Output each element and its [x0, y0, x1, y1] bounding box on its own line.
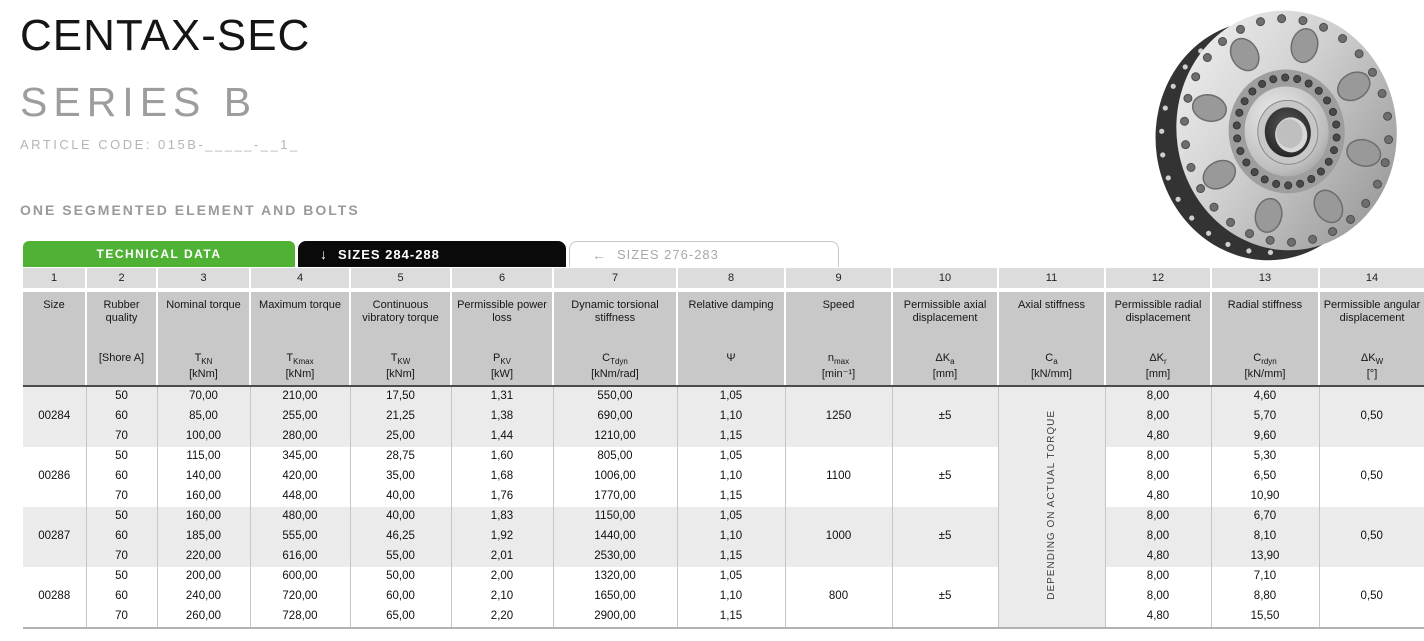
- cell-axial-displacement: ±5: [892, 447, 998, 507]
- column-unit: [mm]: [932, 368, 958, 380]
- cell-nominal-torque: 240,00: [157, 587, 250, 607]
- cell-relative-damping: 1,15: [677, 487, 785, 507]
- cell-size: 00287: [23, 507, 86, 567]
- cell-nominal-torque: 160,00: [157, 487, 250, 507]
- column-unit: [min⁻¹]: [821, 368, 856, 380]
- cell-torsional-stiffness: 1320,00: [553, 567, 677, 587]
- cell-axial-displacement: ±5: [892, 386, 998, 447]
- column-header-11: [998, 290, 1105, 386]
- column-title: Rubber quality: [103, 299, 140, 325]
- cell-rubber-quality: 60: [86, 467, 157, 487]
- section-heading: ONE SEGMENTED ELEMENT AND BOLTS: [20, 202, 360, 218]
- column-title: Permissible axial displacement: [903, 299, 987, 325]
- cell-radial-displacement: 8,00: [1105, 507, 1211, 527]
- cell-angular-displacement: 0,50: [1319, 447, 1424, 507]
- cell-radial-stiffness: 4,60: [1211, 386, 1319, 407]
- tab-sizes-284-288[interactable]: [298, 241, 566, 267]
- cell-torsional-stiffness: 550,00: [553, 386, 677, 407]
- cell-speed: 1100: [785, 447, 892, 507]
- cell-radial-displacement: 8,00: [1105, 527, 1211, 547]
- cell-nominal-torque: 220,00: [157, 547, 250, 567]
- cell-nominal-torque: 160,00: [157, 507, 250, 527]
- cell-radial-displacement: 4,80: [1105, 427, 1211, 447]
- cell-maximum-torque: 420,00: [250, 467, 350, 487]
- cell-relative-damping: 1,10: [677, 407, 785, 427]
- cell-nominal-torque: 85,00: [157, 407, 250, 427]
- cell-rubber-quality: 60: [86, 407, 157, 427]
- table-row: [23, 547, 1424, 567]
- tab-sizes-276-283-label: SIZES 276-283: [617, 247, 719, 262]
- cell-size: 00288: [23, 567, 86, 627]
- column-header-14: [1319, 290, 1424, 386]
- cell-rubber-quality: 70: [86, 547, 157, 567]
- cell-radial-displacement: 8,00: [1105, 587, 1211, 607]
- column-symbol: $\Delta K_W$: [1360, 352, 1384, 366]
- cell-relative-damping: 1,15: [677, 607, 785, 627]
- cell-torsional-stiffness: 2530,00: [553, 547, 677, 567]
- arrow-down-icon: ↓: [320, 246, 328, 262]
- cell-rubber-quality: 60: [86, 587, 157, 607]
- cell-maximum-torque: 345,00: [250, 447, 350, 467]
- column-header-2: [86, 290, 157, 386]
- column-header-row: [23, 290, 1424, 386]
- column-unit: [kN/mm]: [1244, 368, 1286, 380]
- cell-vibratory-torque: 46,25: [350, 527, 451, 547]
- column-header-6: [451, 290, 553, 386]
- cell-relative-damping: 1,05: [677, 567, 785, 587]
- cell-vibratory-torque: 55,00: [350, 547, 451, 567]
- tab-technical-data-label: TECHNICAL DATA: [96, 247, 222, 261]
- column-number: 1: [23, 268, 86, 290]
- cell-torsional-stiffness: 1770,00: [553, 487, 677, 507]
- page-title: CENTAX-SEC: [20, 11, 311, 60]
- column-symbol: $C_{rdyn}$: [1253, 352, 1277, 366]
- cell-radial-displacement: 4,80: [1105, 547, 1211, 567]
- column-number: 10: [892, 268, 998, 290]
- arrow-left-icon: ←: [592, 246, 607, 263]
- article-code: ARTICLE CODE: 015B-_____-__1_: [20, 137, 300, 152]
- table-row: [23, 507, 1424, 527]
- cell-radial-displacement: 8,00: [1105, 407, 1211, 427]
- technical-data-table: [23, 268, 1424, 627]
- column-unit: [kNm]: [285, 368, 315, 380]
- cell-radial-stiffness: 8,80: [1211, 587, 1319, 607]
- cell-power-loss: 1,83: [451, 507, 553, 527]
- cell-vibratory-torque: 40,00: [350, 487, 451, 507]
- cell-power-loss: 1,92: [451, 527, 553, 547]
- column-title: Size: [43, 299, 65, 311]
- column-symbol: $T_{Kmax}$: [286, 352, 314, 366]
- cell-radial-stiffness: 5,70: [1211, 407, 1319, 427]
- cell-power-loss: 1,60: [451, 447, 553, 467]
- column-symbol: $C_a$: [1045, 352, 1058, 366]
- cell-torsional-stiffness: 805,00: [553, 447, 677, 467]
- cell-nominal-torque: 200,00: [157, 567, 250, 587]
- cell-maximum-torque: 600,00: [250, 567, 350, 587]
- column-header-12: [1105, 290, 1211, 386]
- column-unit: [mm]: [1145, 368, 1171, 380]
- cell-relative-damping: 1,05: [677, 507, 785, 527]
- column-number: 5: [350, 268, 451, 290]
- cell-maximum-torque: 480,00: [250, 507, 350, 527]
- cell-axial-displacement: ±5: [892, 507, 998, 567]
- cell-power-loss: 1,68: [451, 467, 553, 487]
- cell-relative-damping: 1,05: [677, 447, 785, 467]
- cell-vibratory-torque: 28,75: [350, 447, 451, 467]
- cell-torsional-stiffness: 690,00: [553, 407, 677, 427]
- cell-angular-displacement: 0,50: [1319, 567, 1424, 627]
- column-symbol: [23, 351, 85, 367]
- column-header-13: [1211, 290, 1319, 386]
- cell-power-loss: 2,00: [451, 567, 553, 587]
- cell-radial-displacement: 8,00: [1105, 467, 1211, 487]
- column-number-row: [23, 268, 1424, 290]
- cell-power-loss: 1,76: [451, 487, 553, 507]
- column-title: Axial stiffness: [1017, 299, 1086, 311]
- column-title: Maximum torque: [259, 299, 341, 311]
- tab-sizes-284-288-label: SIZES 284-288: [338, 246, 440, 262]
- cell-axial-displacement: ±5: [892, 567, 998, 627]
- column-symbol: $n_{max}$: [827, 352, 850, 366]
- cell-maximum-torque: 255,00: [250, 407, 350, 427]
- cell-vibratory-torque: 35,00: [350, 467, 451, 487]
- cell-torsional-stiffness: 1210,00: [553, 427, 677, 447]
- column-number: 9: [785, 268, 892, 290]
- column-symbol: $T_{KW}$: [390, 352, 411, 366]
- column-unit: [kNm]: [386, 368, 415, 380]
- cell-maximum-torque: 210,00: [250, 386, 350, 407]
- column-number: 12: [1105, 268, 1211, 290]
- tab-sizes-276-283[interactable]: [569, 241, 839, 267]
- cell-vibratory-torque: 65,00: [350, 607, 451, 627]
- table-row: [23, 567, 1424, 587]
- cell-vibratory-torque: 60,00: [350, 587, 451, 607]
- cell-relative-damping: 1,10: [677, 527, 785, 547]
- cell-speed: 800: [785, 567, 892, 627]
- cell-relative-damping: 1,15: [677, 547, 785, 567]
- cell-radial-stiffness: 10,90: [1211, 487, 1319, 507]
- cell-relative-damping: 1,05: [677, 386, 785, 407]
- column-symbol: $T_{KN}$: [194, 352, 213, 366]
- coupling-image: [1146, 2, 1420, 266]
- cell-power-loss: 1,31: [451, 386, 553, 407]
- column-number: 7: [553, 268, 677, 290]
- column-title: Permissible power loss: [457, 299, 547, 325]
- cell-nominal-torque: 70,00: [157, 386, 250, 407]
- cell-nominal-torque: 115,00: [157, 447, 250, 467]
- cell-radial-stiffness: 9,60: [1211, 427, 1319, 447]
- column-number: 2: [86, 268, 157, 290]
- column-header-5: [350, 290, 451, 386]
- brand-block: [20, 11, 311, 152]
- column-header-1: [23, 290, 86, 386]
- cell-rubber-quality: 50: [86, 567, 157, 587]
- cell-speed: 1250: [785, 386, 892, 447]
- cell-rubber-quality: 60: [86, 527, 157, 547]
- column-header-10: [892, 290, 998, 386]
- cell-nominal-torque: 140,00: [157, 467, 250, 487]
- column-number: 3: [157, 268, 250, 290]
- cell-power-loss: 2,10: [451, 587, 553, 607]
- table-row: [23, 447, 1424, 467]
- cell-maximum-torque: 555,00: [250, 527, 350, 547]
- column-symbol: Ψ: [726, 352, 736, 364]
- column-unit: [kN/mm]: [1031, 368, 1072, 380]
- column-symbol: $\Delta K_a$: [935, 352, 955, 366]
- cell-radial-stiffness: 6,70: [1211, 507, 1319, 527]
- product-photo-coupling: [1146, 2, 1420, 266]
- table-row: [23, 386, 1424, 407]
- cell-rubber-quality: 70: [86, 607, 157, 627]
- cell-maximum-torque: 720,00: [250, 587, 350, 607]
- cell-angular-displacement: 0,50: [1319, 386, 1424, 447]
- cell-radial-displacement: 8,00: [1105, 386, 1211, 407]
- table-row: [23, 427, 1424, 447]
- column-number: 14: [1319, 268, 1424, 290]
- column-title: Continuous vibratory torque: [362, 299, 439, 325]
- cell-relative-damping: 1,10: [677, 467, 785, 487]
- column-number: 6: [451, 268, 553, 290]
- column-header-4: [250, 290, 350, 386]
- cell-torsional-stiffness: 1150,00: [553, 507, 677, 527]
- cell-axial-stiffness-note: [998, 386, 1105, 627]
- tab-bar: [23, 241, 839, 267]
- cell-radial-stiffness: 5,30: [1211, 447, 1319, 467]
- technical-data-table-wrap: [23, 268, 1424, 629]
- column-header-7: [553, 290, 677, 386]
- cell-radial-stiffness: 15,50: [1211, 607, 1319, 627]
- cell-power-loss: 1,44: [451, 427, 553, 447]
- table-row: [23, 407, 1424, 427]
- column-symbol: $C_{Tdyn}$: [602, 352, 628, 366]
- column-unit: [kNm/rad]: [591, 368, 639, 380]
- cell-torsional-stiffness: 1440,00: [553, 527, 677, 547]
- cell-size: 00284: [23, 386, 86, 447]
- cell-torsional-stiffness: 1006,00: [553, 467, 677, 487]
- column-title: Permissible radial displacement: [1114, 299, 1202, 325]
- column-unit: [678, 367, 784, 383]
- column-header-3: [157, 290, 250, 386]
- cell-power-loss: 1,38: [451, 407, 553, 427]
- cell-angular-displacement: 0,50: [1319, 507, 1424, 567]
- tab-technical-data[interactable]: [23, 241, 295, 267]
- column-number: 8: [677, 268, 785, 290]
- table-row: [23, 607, 1424, 627]
- column-number: 13: [1211, 268, 1319, 290]
- cell-radial-displacement: 8,00: [1105, 447, 1211, 467]
- cell-vibratory-torque: 50,00: [350, 567, 451, 587]
- axial-stiffness-note: DEPENDING ON ACTUAL TORQUE: [1045, 410, 1057, 601]
- cell-vibratory-torque: 40,00: [350, 507, 451, 527]
- cell-rubber-quality: 70: [86, 487, 157, 507]
- cell-rubber-quality: 50: [86, 386, 157, 407]
- column-unit: [kNm]: [189, 368, 218, 380]
- column-title: Permissible angular displacement: [1323, 299, 1421, 325]
- series-subtitle: SERIES B: [20, 79, 258, 125]
- cell-radial-stiffness: 6,50: [1211, 467, 1319, 487]
- cell-radial-stiffness: 8,10: [1211, 527, 1319, 547]
- cell-radial-stiffness: 7,10: [1211, 567, 1319, 587]
- column-unit: [23, 367, 85, 383]
- cell-speed: 1000: [785, 507, 892, 567]
- cell-nominal-torque: 100,00: [157, 427, 250, 447]
- column-header-8: [677, 290, 785, 386]
- cell-rubber-quality: 50: [86, 507, 157, 527]
- cell-rubber-quality: 50: [86, 447, 157, 467]
- column-symbol: $P_{KV}$: [492, 352, 511, 366]
- column-header-9: [785, 290, 892, 386]
- column-number: 4: [250, 268, 350, 290]
- column-unit: [°]: [1366, 368, 1378, 380]
- cell-power-loss: 2,01: [451, 547, 553, 567]
- cell-relative-damping: 1,10: [677, 587, 785, 607]
- cell-rubber-quality: 70: [86, 427, 157, 447]
- column-title: Radial stiffness: [1227, 299, 1303, 311]
- column-unit: [kW]: [491, 368, 513, 380]
- column-title: Nominal torque: [166, 299, 241, 311]
- table-row: [23, 587, 1424, 607]
- cell-power-loss: 2,20: [451, 607, 553, 627]
- cell-radial-displacement: 4,80: [1105, 487, 1211, 507]
- cell-maximum-torque: 448,00: [250, 487, 350, 507]
- cell-maximum-torque: 728,00: [250, 607, 350, 627]
- cell-torsional-stiffness: 2900,00: [553, 607, 677, 627]
- cell-nominal-torque: 260,00: [157, 607, 250, 627]
- cell-vibratory-torque: 17,50: [350, 386, 451, 407]
- column-title: Relative damping: [688, 299, 774, 311]
- cell-vibratory-torque: 25,00: [350, 427, 451, 447]
- column-title: Dynamic torsional stiffness: [571, 299, 659, 325]
- cell-nominal-torque: 185,00: [157, 527, 250, 547]
- cell-size: 00286: [23, 447, 86, 507]
- cell-relative-damping: 1,15: [677, 427, 785, 447]
- column-unit: [87, 367, 156, 383]
- cell-radial-stiffness: 13,90: [1211, 547, 1319, 567]
- column-number: 11: [998, 268, 1105, 290]
- table-row: [23, 467, 1424, 487]
- column-title: Speed: [822, 299, 855, 311]
- cell-maximum-torque: 280,00: [250, 427, 350, 447]
- cell-torsional-stiffness: 1650,00: [553, 587, 677, 607]
- cell-radial-displacement: 4,80: [1105, 607, 1211, 627]
- cell-maximum-torque: 616,00: [250, 547, 350, 567]
- column-symbol: [Shore A]: [98, 352, 145, 364]
- cell-radial-displacement: 8,00: [1105, 567, 1211, 587]
- table-row: [23, 487, 1424, 507]
- table-row: [23, 527, 1424, 547]
- cell-vibratory-torque: 21,25: [350, 407, 451, 427]
- column-symbol: $\Delta K_r$: [1149, 352, 1167, 366]
